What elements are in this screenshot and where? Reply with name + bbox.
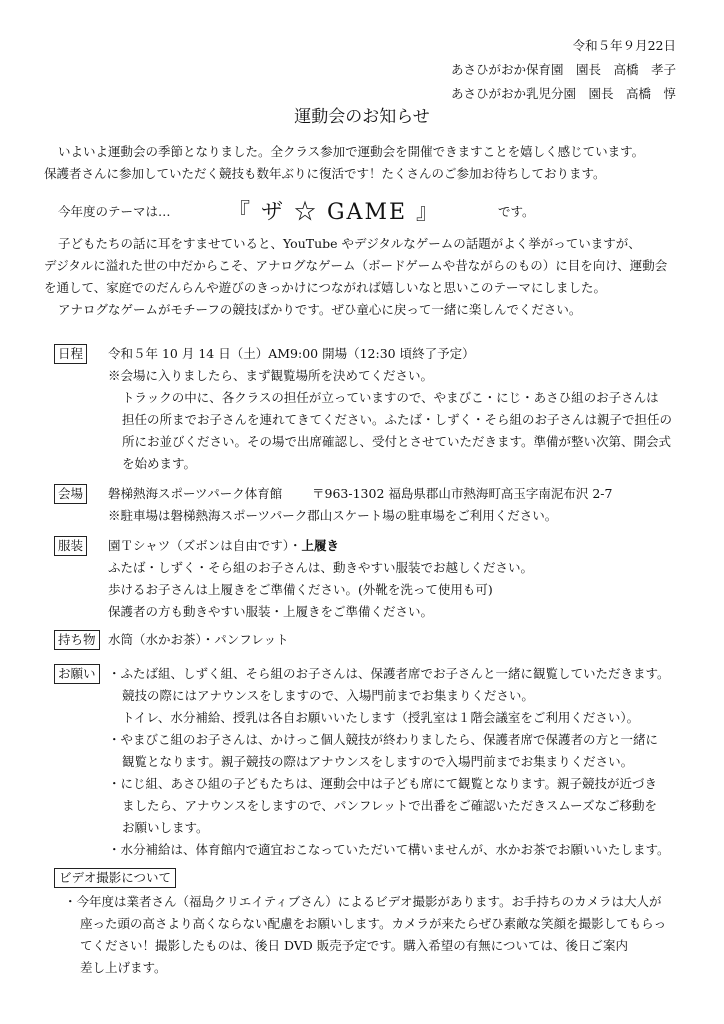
video-line-2: 座った頭の高さより高くならない配慮をお願いします。カメラが来たらぜひ素敵な笑顔を撮影してもらっ <box>80 916 667 931</box>
venue-address: 〒963-1302 福島県郡山市熱海町高玉字南泥布沢 2-7 <box>312 486 613 501</box>
theme-row <box>58 196 678 224</box>
requests-label: お願い <box>54 664 100 684</box>
schedule-line-5: 所にお並びください。その場で出席確認し、受付とさせていただきます。準備が整い次第、開会式 <box>122 434 672 449</box>
request-line-8: お願いします。 <box>122 820 209 835</box>
schedule-line-3: トラックの中に、各クラスの担任が立っていますので、やまびこ・にじ・あさひ組のお子さんは <box>122 390 659 405</box>
intro-line-1: いよいよ運動会の季節となりました。全クラス参加で運動会を開催できますことを嬉しく感じています。 <box>58 144 645 159</box>
video-line-3: てください！撮影したものは、後日 DVD 販売予定です。購入希望の有無については、後日ご案内 <box>80 938 629 953</box>
request-line-6: ・にじ組、あさひ組の子どもたちは、運動会中は子ども席にて観覧となります。親子競技が近づき <box>108 776 658 791</box>
venue-parking-note: ※駐車場は磐梯熱海スポーツパーク郡山スケート場の駐車場をご利用ください。 <box>108 508 558 523</box>
sender-nursery: あさひがおか保育園 園長 高橋 孝子 <box>450 62 676 77</box>
clothing-tshirt-text: 園Ｔシャツ（ズボンは自由です）・ <box>108 538 302 553</box>
clothing-indoor-shoes-emphasis: 上履き <box>301 538 340 553</box>
page-title: 運動会のお知らせ <box>294 107 430 127</box>
video-line-4: 差し上げます。 <box>80 960 167 975</box>
intro-line-2: 保護者さんに参加していただく競技も数年ぶりに復活です！たくさんのご参加お待ちしております。 <box>44 166 606 181</box>
schedule-line-6: を始めます。 <box>122 456 197 471</box>
request-line-7: ましたら、アナウンスをしますので、パンフレットで出番をご確認いただきスムーズなご移動を <box>122 798 658 813</box>
venue-name: 磐梯熱海スポーツパーク体育館 <box>108 486 283 501</box>
request-line-1: ・ふたば組、しずく組、そら組のお子さんは、保護者席でお子さんと一緒に観覧していただきます。 <box>108 666 670 681</box>
theme-prefix: 今年度のテーマは… <box>58 204 171 219</box>
schedule-line-4: 担任の所までお子さんを連れてきてください。ふたば・しずく・そら組のお子さんは親子で担任の <box>122 412 673 427</box>
theme-title: 『 ザ ☆ GAME 』 <box>228 200 441 225</box>
request-line-3: トイレ、水分補給、授乳は各自お願いいたします（授乳室は１階会議室をご利用ください）。 <box>122 710 640 725</box>
request-line-4: ・やまびこ組のお子さんは、かけっこ個人競技が終わりましたら、保護者席で保護者の方と一緒に <box>108 732 659 747</box>
notice-date: 令和５年９月22日 <box>572 38 676 53</box>
video-line-1: ・今年度は業者さん（福島クリエイティブさん）によるビデオ撮影があります。お手持ちのカメラは大人が <box>64 894 662 909</box>
body-line-2: デジタルに溢れた世の中だからこそ、アナログなゲーム（ボードゲームや昔ながらのもの）に目を向け、運動会 <box>44 258 668 273</box>
video-label: ビデオ撮影について <box>54 868 176 888</box>
request-line-9: ・水分補給は、体育館内で適宜おこなっていただいて構いませんが、水かお茶でお願いいたします。 <box>108 842 670 857</box>
clothing-line-2: ふたば・しずく・そら組のお子さんは、動きやすい服装でお越しください。 <box>108 560 534 575</box>
request-line-2: 競技の際にはアナウンスをしますので、入場門前までお集まりください。 <box>122 688 534 703</box>
clothing-line-3: 歩けるお子さんは上履きをご準備ください。(外靴を洗って使用も可) <box>108 582 493 597</box>
schedule-label: 日程 <box>54 344 87 364</box>
clothing-line-4: 保護者の方も動きやすい服装・上履きをご準備ください。 <box>108 604 434 619</box>
clothing-line-1 <box>108 536 339 555</box>
belongings-text: 水筒（水かお茶）・パンフレット <box>108 632 289 647</box>
request-line-5: 観覧となります。親子競技の際はアナウンスをしますので入場門前までお集まりください。 <box>122 754 634 769</box>
schedule-line-1: 令和５年 10 月 14 日（土）AM9:00 開場（12:30 頃終了予定） <box>108 346 475 361</box>
body-line-1: 子どもたちの話に耳をすませていると、YouTube やデジタルなゲームの話題がよく挙がっていますが、 <box>58 236 641 251</box>
schedule-line-2: ※会場に入りましたら、まず観覧場所を決めてください。 <box>108 368 434 383</box>
sender-infant-branch: あさひがおか乳児分園 園長 高橋 惇 <box>450 86 676 101</box>
body-line-3: を通して、家庭でのだんらんや遊びのきっかけにつながれば嬉しいなと思いこのテーマにしました。 <box>44 280 607 295</box>
belongings-label: 持ち物 <box>54 630 100 650</box>
body-line-4: アナログなゲームがモチーフの競技ばかりです。ぜひ童心に戻って一緒に楽しんでください。 <box>58 302 582 317</box>
venue-label: 会場 <box>54 484 87 504</box>
clothing-label: 服装 <box>54 536 87 556</box>
theme-suffix: です。 <box>498 204 535 219</box>
